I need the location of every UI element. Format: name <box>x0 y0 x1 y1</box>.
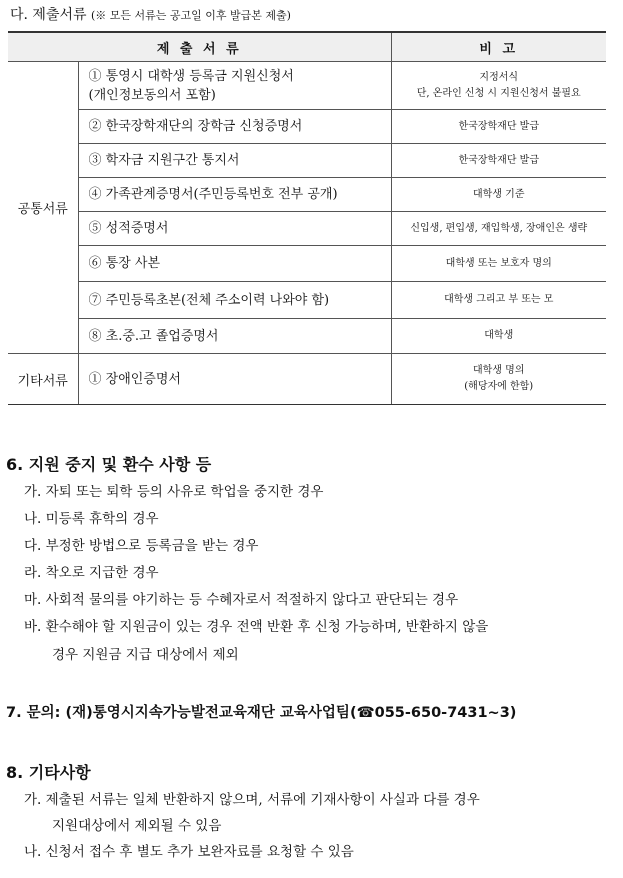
list-item: 가. 제출된 서류는 일체 반환하지 않으며, 서류에 기재사항이 사실과 다를 경우 <box>24 792 480 808</box>
doc-item: ⑤ 성적증명서 <box>78 212 391 246</box>
table-row <box>8 354 606 405</box>
doc-note: 대학생 또는 보호자 명의 <box>391 246 606 282</box>
doc-note: 대학생 <box>391 319 606 354</box>
table-row <box>8 178 606 212</box>
section-6-title: 6. 지원 중지 및 환수 사항 등 <box>6 455 212 474</box>
table-row <box>8 110 606 144</box>
section-7-contact: 7. 문의: (재)통영시지속가능발전교육재단 교육사업팀(☎055-650-7431~3) <box>6 705 517 721</box>
doc-note-line: (해당자에 한함) <box>464 381 534 392</box>
doc-item: ⑥ 통장 사본 <box>78 246 391 282</box>
header-remarks: 비 고 <box>391 32 606 62</box>
list-item: 바. 환수해야 할 지원금이 있는 경우 전액 반환 후 신청 가능하며, 반환하지 않을 <box>24 619 489 635</box>
section-8-title: 8. 기타사항 <box>6 763 91 782</box>
category-other: 기타서류 <box>8 354 78 405</box>
doc-item: ① 장애인증명서 <box>78 354 391 405</box>
section-8-list <box>24 789 614 863</box>
table-row <box>8 62 606 110</box>
doc-note <box>391 62 606 110</box>
doc-item: ④ 가족관계증명서(주민등록번호 전부 공개) <box>78 178 391 212</box>
list-item-continuation: 경우 지원금 지급 대상에서 제외 <box>52 647 239 663</box>
subheading-note: (※ 모든 서류는 공고일 이후 발급본 제출) <box>90 9 291 22</box>
doc-item <box>78 62 391 110</box>
doc-note: 대학생 기준 <box>391 178 606 212</box>
table-row <box>8 212 606 246</box>
doc-item-line: (개인정보동의서 포함) <box>88 87 216 103</box>
doc-note: 한국장학재단 발급 <box>391 110 606 144</box>
doc-note-line: 단, 온라인 신청 시 지원신청서 불필요 <box>416 87 581 99</box>
table-row <box>8 282 606 319</box>
table-row <box>8 319 606 354</box>
table-row <box>8 246 606 282</box>
doc-note <box>391 354 606 405</box>
doc-item: ⑦ 주민등록초본(전체 주소이력 나와야 함) <box>78 282 391 319</box>
subheading-label: 다. 제출서류 <box>10 7 87 23</box>
doc-note-line: 지정서식 <box>479 71 519 83</box>
doc-note: 대학생 그리고 부 또는 모 <box>391 282 606 319</box>
list-item-continuation: 지원대상에서 제외될 수 있음 <box>52 818 222 834</box>
category-common: 공통서류 <box>8 62 78 354</box>
doc-item: ③ 학자금 지원구간 통지서 <box>78 144 391 178</box>
submission-docs-table <box>8 31 606 405</box>
doc-item-line: ① 통영시 대학생 등록금 지원신청서 <box>88 68 294 84</box>
doc-item: ⑧ 초.중.고 졸업증명서 <box>78 319 391 354</box>
doc-item: ② 한국장학재단의 장학금 신청증명서 <box>78 110 391 144</box>
table-row <box>8 144 606 178</box>
header-documents: 제 출 서 류 <box>8 32 391 62</box>
list-item: 나. 미등록 휴학의 경우 <box>24 511 159 527</box>
doc-note-line: 대학생 명의 <box>473 365 525 376</box>
list-item: 다. 부정한 방법으로 등록금을 받는 경우 <box>24 538 259 554</box>
submission-docs-subheading <box>10 4 291 24</box>
list-item: 마. 사회적 물의를 야기하는 등 수혜자로서 적절하지 않다고 판단되는 경우 <box>24 592 459 608</box>
list-item: 라. 착오로 지급한 경우 <box>24 565 159 581</box>
table-header-row <box>8 32 606 62</box>
doc-note: 신입생, 편입생, 재입학생, 장애인은 생략 <box>391 212 606 246</box>
list-item: 가. 자퇴 또는 퇴학 등의 사유로 학업을 중지한 경우 <box>24 484 324 500</box>
list-item: 나. 신청서 접수 후 별도 추가 보완자료를 요청할 수 있음 <box>24 844 354 860</box>
doc-note: 한국장학재단 발급 <box>391 144 606 178</box>
section-6-list <box>24 481 614 666</box>
